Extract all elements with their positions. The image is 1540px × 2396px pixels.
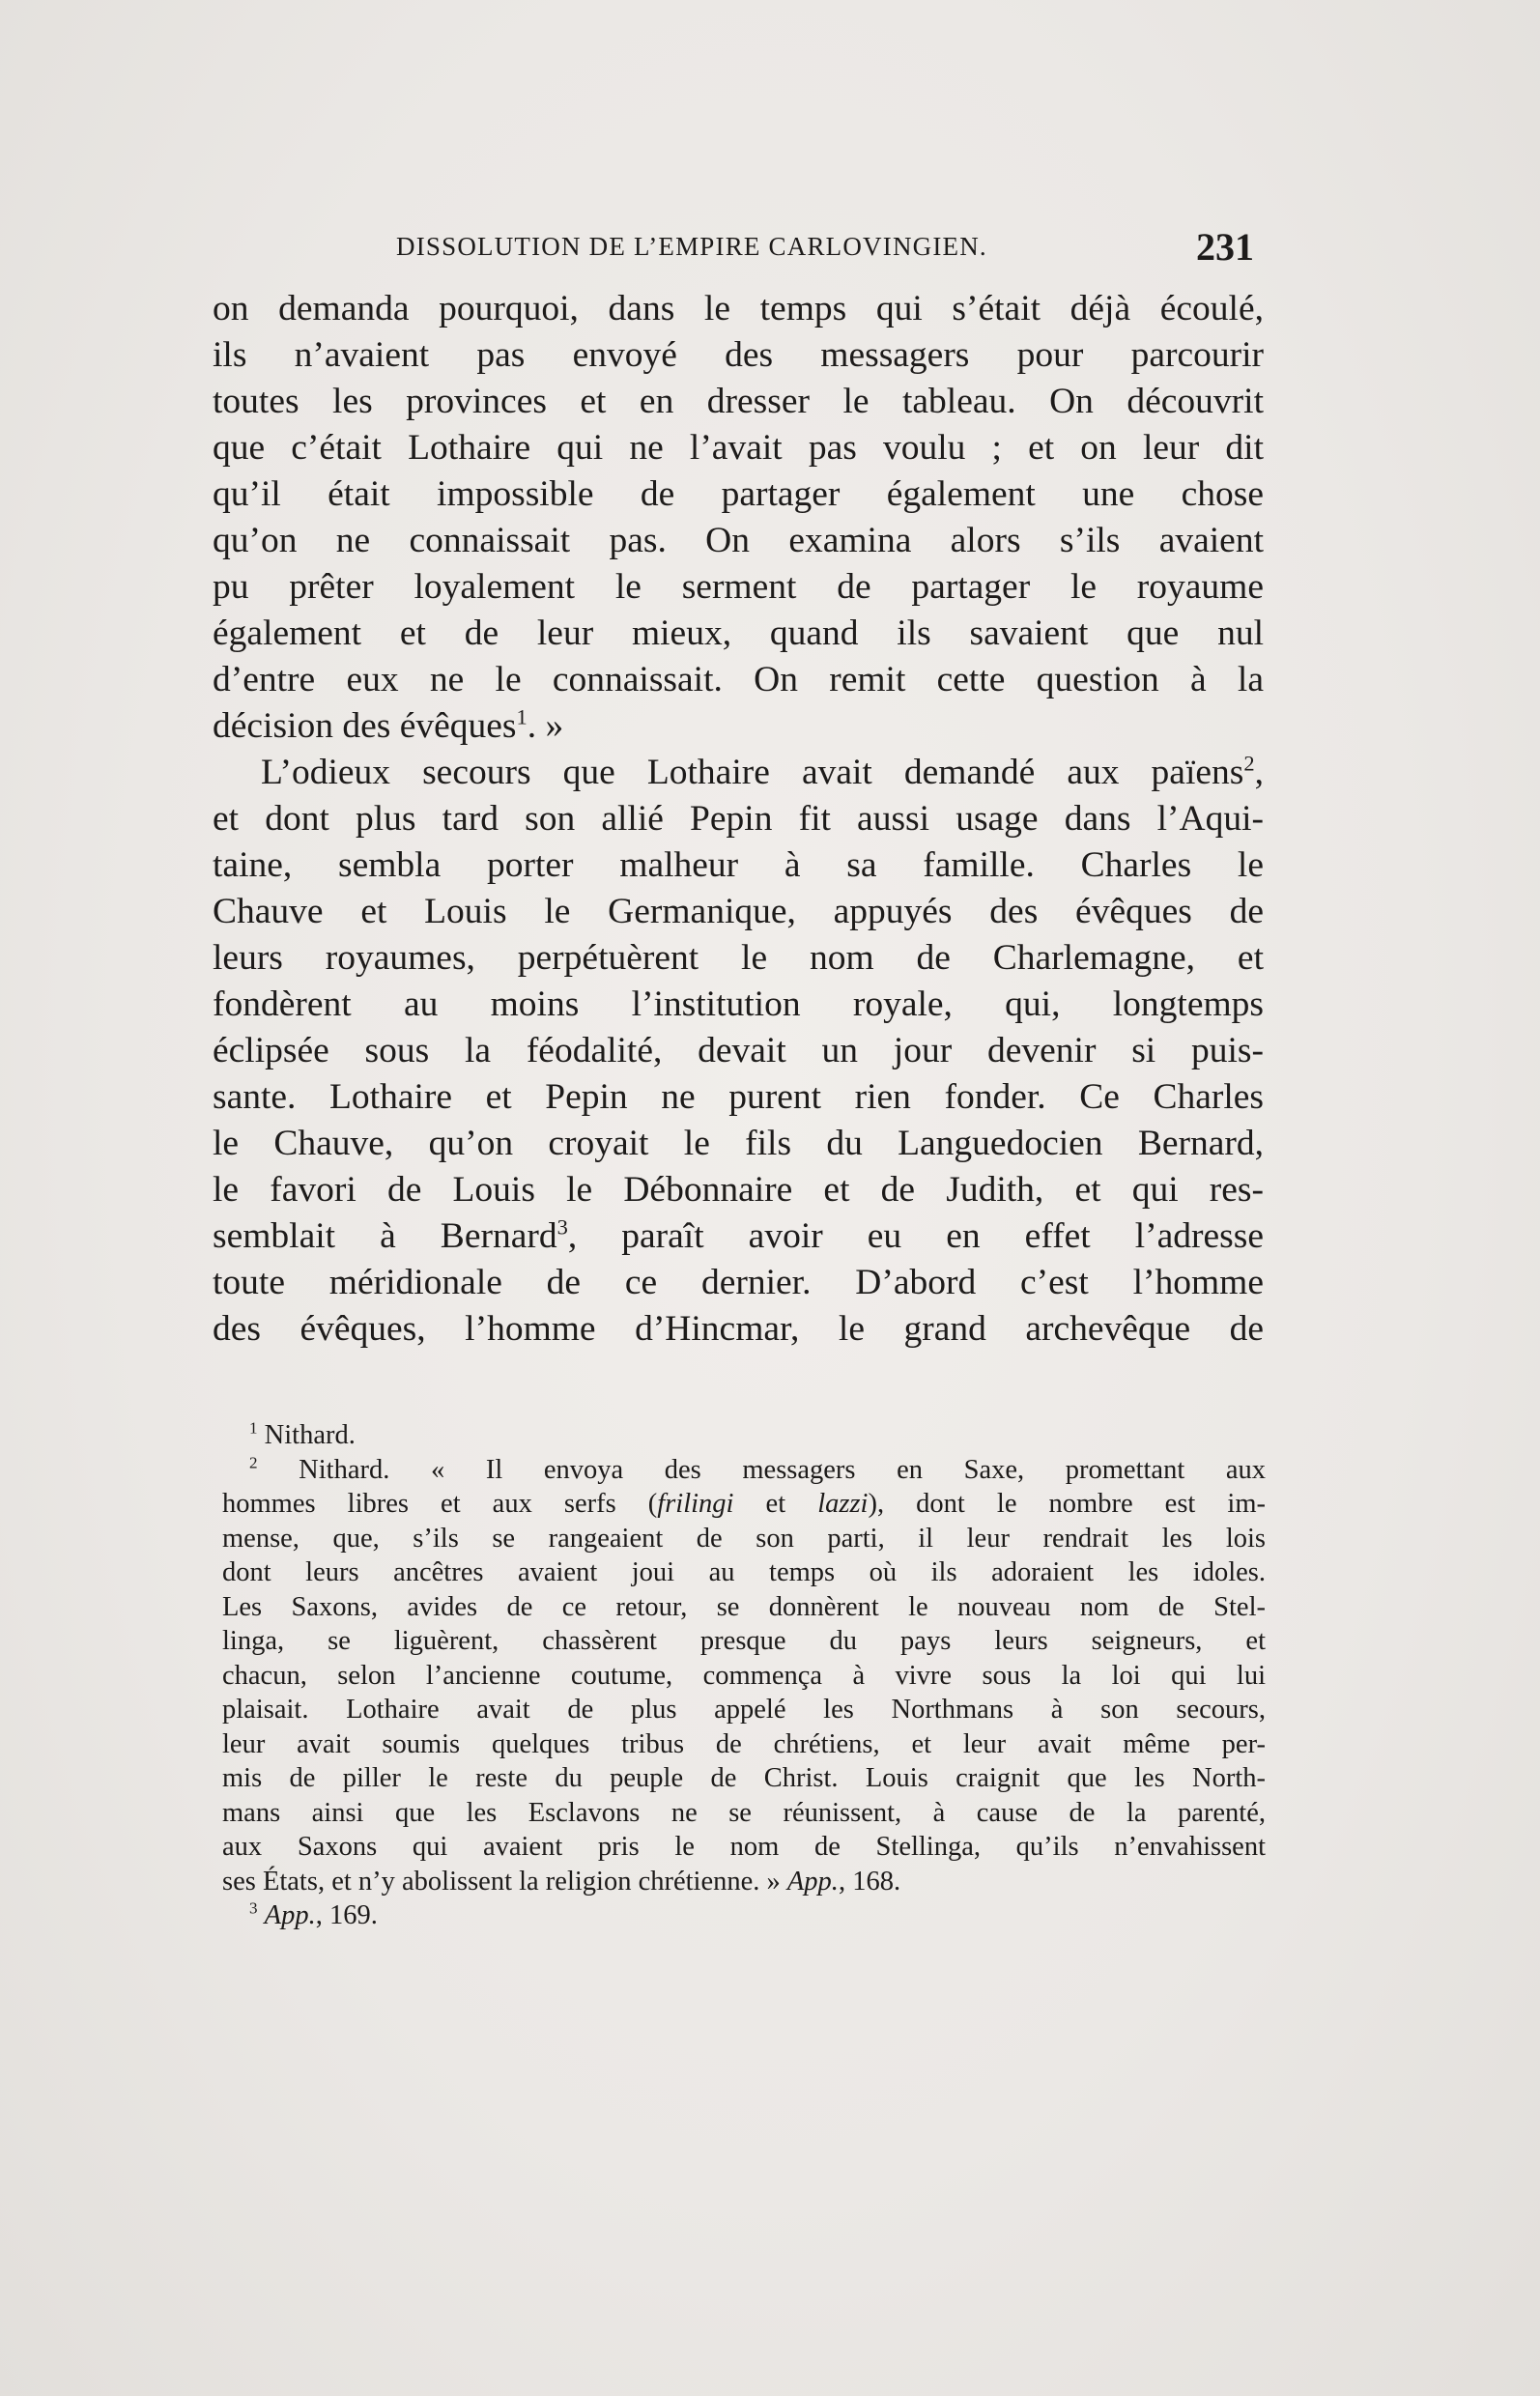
footnote-2-line: mense, que, s’ils se rangeaient de son parti, il leur rendrait les lois	[222, 1523, 1266, 1554]
footnote-2-line: plaisait. Lothaire avait de plus appelé les Northmans à son secours,	[222, 1695, 1266, 1725]
footnote-italic: lazzi	[817, 1489, 869, 1519]
text-line: éclipsée sous la féodalité, devait un jour devenir si puis-	[213, 1031, 1264, 1070]
text-segment: décision des évêques	[213, 706, 517, 746]
footnote-2-line: dont leurs ancêtres avaient joui au temps où ils adoraient les idoles.	[222, 1557, 1266, 1587]
text-line: on demanda pourquoi, dans le temps qui s’était déjà écoulé,	[213, 289, 1264, 328]
footnote-ref: 3	[556, 1214, 568, 1240]
footnote-ref: 2	[1243, 751, 1255, 776]
footnote-mark: 2	[249, 1453, 258, 1471]
text-line: sante. Lothaire et Pepin ne purent rien fonder. Ce Charles	[213, 1077, 1264, 1117]
text-line: Chauve et Louis le Germanique, appuyés des évêques de	[213, 892, 1264, 931]
text-segment: semblait à Bernard	[213, 1216, 557, 1256]
footnotes	[222, 1418, 1266, 1933]
footnote-1	[222, 1418, 1266, 1453]
footnote-text: Nithard.	[264, 1420, 356, 1450]
text-segment: ,	[1254, 753, 1264, 792]
text-line	[213, 750, 1264, 796]
text-line: pu prêter loyalement le serment de partager le royaume	[213, 567, 1264, 607]
text-line: toute méridionale de ce dernier. D’abord c’est l’homme	[213, 1263, 1264, 1302]
footnote-2-line: leur avait soumis quelques tribus de chrétiens, et leur avait même per-	[222, 1728, 1266, 1759]
text-line: qu’on ne connaissait pas. On examina alors s’ils avaient	[213, 521, 1264, 560]
footnote-text: ses États, et n’y abolissent la religion chrétienne. »	[222, 1866, 787, 1897]
footnote-text: et	[733, 1489, 818, 1519]
footnote-italic: frilingi	[657, 1489, 734, 1519]
text-line: et dont plus tard son allié Pepin fit aussi usage dans l’Aqui-	[213, 799, 1264, 839]
footnote-text: Nithard. « Il envoya des messagers en Saxe, promettant aux	[299, 1454, 1266, 1485]
text-line: ils n’avaient pas envoyé des messagers pour parcourir	[213, 335, 1264, 375]
text-line: fondèrent au moins l’institution royale, qui, longtemps	[213, 984, 1264, 1024]
footnote-2-line	[222, 1487, 1266, 1522]
text-line: toutes les provinces et en dresser le tableau. On découvrit	[213, 382, 1264, 421]
text-line: qu’il était impossible de partager également une chose	[213, 474, 1264, 514]
text-segment: L’odieux secours que Lothaire avait demandé aux païens	[261, 753, 1244, 792]
footnote-text: hommes libres et aux serfs (	[222, 1489, 658, 1519]
footnote-2-line: Les Saxons, avides de ce retour, se donnèrent le nouveau nom de Stel-	[222, 1591, 1266, 1622]
text-line: que c’était Lothaire qui ne l’avait pas voulu ; et on leur dit	[213, 428, 1264, 468]
footnote-italic: App.	[264, 1900, 316, 1930]
footnote-text: ), dont le nombre est im-	[868, 1489, 1266, 1519]
footnote-mark: 3	[249, 1898, 258, 1918]
text-line: le Chauve, qu’on croyait le fils du Languedocien Bernard,	[213, 1124, 1264, 1163]
footnote-2-line: linga, se liguèrent, chassèrent presque du pays leurs seigneurs, et	[222, 1626, 1266, 1656]
footnote-2-line: aux Saxons qui avaient pris le nom de Stellinga, qu’ils n’envahissent	[222, 1832, 1266, 1862]
footnote-mark: 1	[249, 1418, 258, 1438]
text-line: le favori de Louis le Débonnaire et de Judith, et qui res-	[213, 1170, 1264, 1210]
footnote-text: , 169.	[315, 1900, 378, 1930]
main-text	[213, 286, 1264, 1353]
text-line: des évêques, l’homme d’Hincmar, le grand archevêque de	[213, 1309, 1264, 1349]
text-line: également et de leur mieux, quand ils savaient que nul	[213, 613, 1264, 653]
footnote-2-line	[222, 1865, 1266, 1899]
footnote-2-line: mans ainsi que les Esclavons ne se réunissent, à cause de la parenté,	[222, 1797, 1266, 1828]
text-line: d’entre eux ne le connaissait. On remit cette question à la	[213, 660, 1264, 699]
page-number: 231	[1196, 225, 1254, 269]
text-line: taine, sembla porter malheur à sa famille. Charles le	[213, 845, 1264, 885]
footnote-text: , 168.	[838, 1866, 901, 1897]
running-head: DISSOLUTION DE L’EMPIRE CARLOVINGIEN.	[396, 232, 987, 261]
footnote-2-line: mis de piller le reste du peuple de Christ. Louis craignit que les North-	[222, 1763, 1266, 1793]
footnote-2-line	[222, 1453, 1266, 1488]
text-segment: . »	[527, 706, 564, 746]
footnote-3	[222, 1898, 1266, 1933]
text-line: leurs royaumes, perpétuèrent le nom de Charlemagne, et	[213, 938, 1264, 978]
text-line	[213, 703, 1264, 750]
footnote-italic: App.	[786, 1866, 839, 1897]
footnote-2-line: chacun, selon l’ancienne coutume, commença à vivre sous la loi qui lui	[222, 1660, 1266, 1691]
footnote-ref: 1	[516, 704, 528, 729]
text-line	[213, 1213, 1264, 1260]
text-segment: , paraît avoir eu en effet l’adresse	[567, 1216, 1264, 1256]
